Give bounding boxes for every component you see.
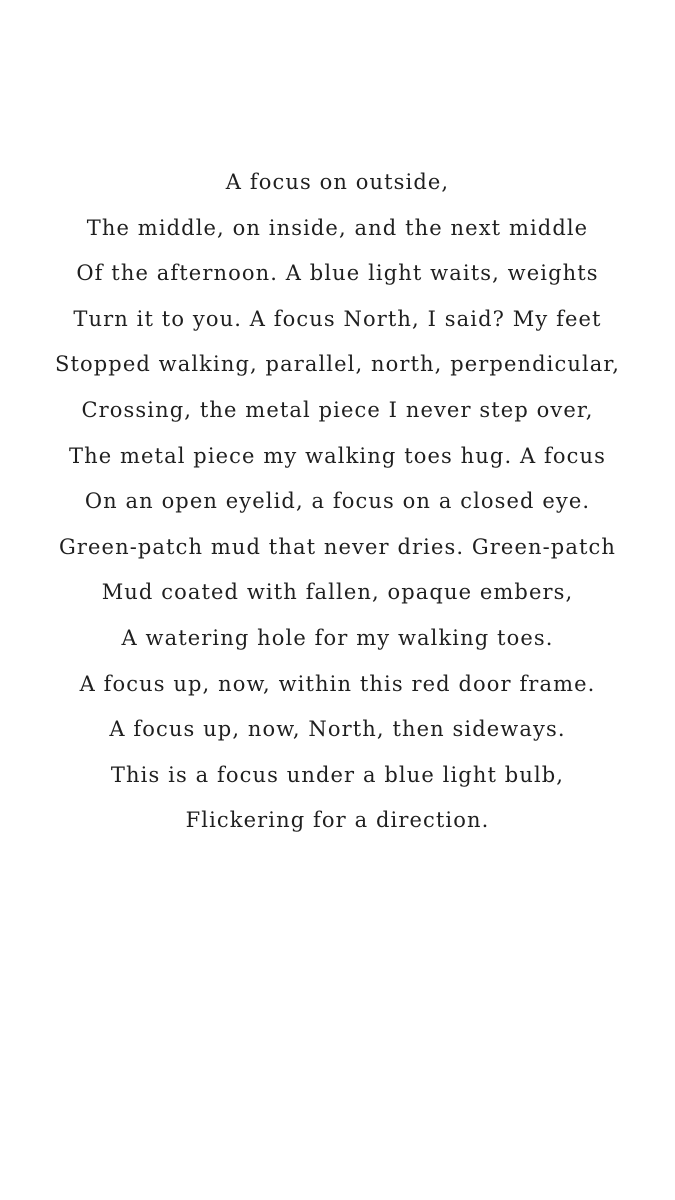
- poem-line: Stopped walking, parallel, north, perpendicular,: [54, 352, 621, 377]
- poem-line: Turn it to you. A focus North, I said? My feet: [73, 306, 602, 331]
- poem-line: Mud coated with fallen, opaque embers,: [101, 580, 574, 605]
- poem-text: [0, 160, 675, 844]
- poem-line: Green-patch mud that never dries. Green-patch: [59, 534, 616, 559]
- poem-line: A focus on outside,: [225, 170, 450, 194]
- poem-line: A focus up, now, North, then sideways.: [109, 717, 566, 742]
- poem-line: Flickering for a direction.: [185, 808, 490, 833]
- poem-line: The metal piece my walking toes hug. A focus: [68, 443, 607, 468]
- poem-line: Of the afternoon. A blue light waits, weights: [76, 261, 599, 286]
- poem-line: A focus up, now, within this red door frame.: [79, 671, 596, 696]
- poem-line: Crossing, the metal piece I never step over,: [81, 397, 594, 422]
- poem-line: This is a focus under a blue light bulb,: [110, 762, 565, 787]
- poem-line: The middle, on inside, and the next middle: [86, 215, 589, 240]
- poem-line: On an open eyelid, a focus on a closed eye.: [84, 489, 591, 514]
- poem-line: A watering hole for my walking toes.: [121, 625, 554, 650]
